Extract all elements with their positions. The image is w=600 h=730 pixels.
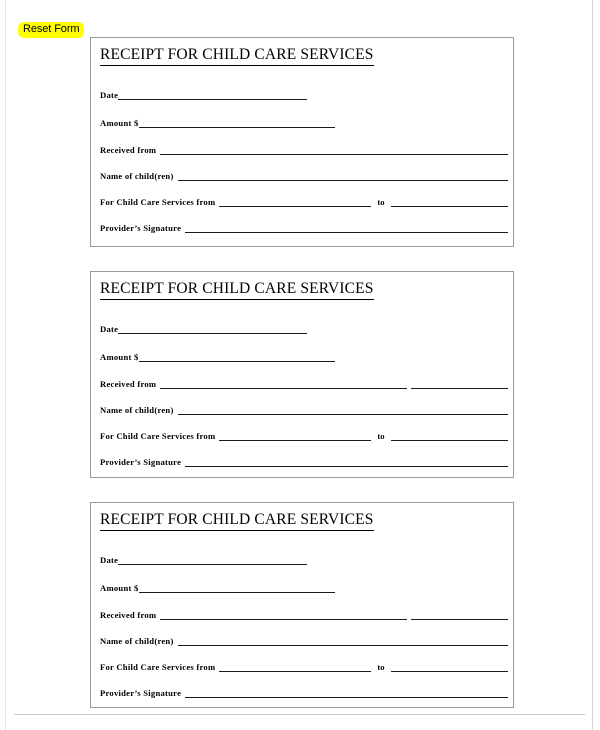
service-to-input-line[interactable]: [391, 206, 508, 207]
service-dates-field-row: [100, 662, 508, 673]
receipt-card: [90, 37, 514, 247]
receipt-title: RECEIPT FOR CHILD CARE SERVICES: [100, 510, 374, 531]
signature-field-row: [100, 688, 508, 699]
received-from-label: Received from: [100, 379, 157, 389]
reset-form-button[interactable]: Reset Form: [18, 22, 84, 38]
date-input-line[interactable]: [118, 99, 307, 100]
child-name-input-line[interactable]: [178, 414, 508, 415]
amount-input-line[interactable]: [139, 592, 335, 593]
amount-field-row: [100, 583, 508, 594]
child-name-input-line[interactable]: [178, 180, 508, 181]
signature-input-line[interactable]: [185, 466, 508, 467]
child-name-label: Name of child(ren): [100, 171, 174, 181]
service-dates-field-row: [100, 197, 508, 208]
service-dates-label: For Child Care Services from: [100, 431, 216, 441]
to-label: to: [377, 197, 385, 207]
signature-label: Provider’s Signature: [100, 457, 182, 467]
receipt-card: [90, 502, 514, 708]
amount-label: Amount $: [100, 118, 139, 128]
date-label: Date: [100, 555, 119, 565]
date-field-row: [100, 555, 508, 566]
received-from-input-line-continued[interactable]: [411, 388, 508, 389]
page-bottom-rule: [14, 714, 585, 715]
service-from-input-line[interactable]: [219, 671, 371, 672]
amount-label: Amount $: [100, 352, 139, 362]
signature-field-row: [100, 457, 508, 468]
signature-input-line[interactable]: [185, 232, 508, 233]
received-from-label: Received from: [100, 145, 157, 155]
signature-label: Provider’s Signature: [100, 688, 182, 698]
received-from-field-row: [100, 610, 508, 621]
to-label: to: [377, 662, 385, 672]
received-from-input-line[interactable]: [160, 619, 407, 620]
child-name-field-row: [100, 405, 508, 416]
receipt-title: RECEIPT FOR CHILD CARE SERVICES: [100, 45, 374, 66]
service-from-input-line[interactable]: [219, 206, 371, 207]
child-name-label: Name of child(ren): [100, 405, 174, 415]
received-from-input-line[interactable]: [160, 388, 407, 389]
page-edge-left: [5, 0, 6, 730]
received-from-label: Received from: [100, 610, 157, 620]
received-from-input-line[interactable]: [160, 154, 508, 155]
amount-field-row: [100, 118, 508, 129]
amount-input-line[interactable]: [139, 127, 335, 128]
service-dates-label: For Child Care Services from: [100, 197, 216, 207]
received-from-field-row: [100, 379, 508, 390]
service-to-input-line[interactable]: [391, 440, 508, 441]
child-name-label: Name of child(ren): [100, 636, 174, 646]
service-dates-field-row: [100, 431, 508, 442]
date-label: Date: [100, 90, 119, 100]
receipt-title: RECEIPT FOR CHILD CARE SERVICES: [100, 279, 374, 300]
child-name-field-row: [100, 636, 508, 647]
service-from-input-line[interactable]: [219, 440, 371, 441]
service-to-input-line[interactable]: [391, 671, 508, 672]
page-edge-right: [592, 0, 593, 730]
date-field-row: [100, 90, 508, 101]
receipt-card: [90, 271, 514, 478]
signature-input-line[interactable]: [185, 697, 508, 698]
date-label: Date: [100, 324, 119, 334]
signature-label: Provider’s Signature: [100, 223, 182, 233]
date-input-line[interactable]: [118, 564, 307, 565]
amount-field-row: [100, 352, 508, 363]
amount-label: Amount $: [100, 583, 139, 593]
date-field-row: [100, 324, 508, 335]
amount-input-line[interactable]: [139, 361, 335, 362]
received-from-field-row: [100, 145, 508, 156]
service-dates-label: For Child Care Services from: [100, 662, 216, 672]
date-input-line[interactable]: [118, 333, 307, 334]
child-name-field-row: [100, 171, 508, 182]
to-label: to: [377, 431, 385, 441]
received-from-input-line-continued[interactable]: [411, 619, 508, 620]
child-name-input-line[interactable]: [178, 645, 508, 646]
signature-field-row: [100, 223, 508, 234]
